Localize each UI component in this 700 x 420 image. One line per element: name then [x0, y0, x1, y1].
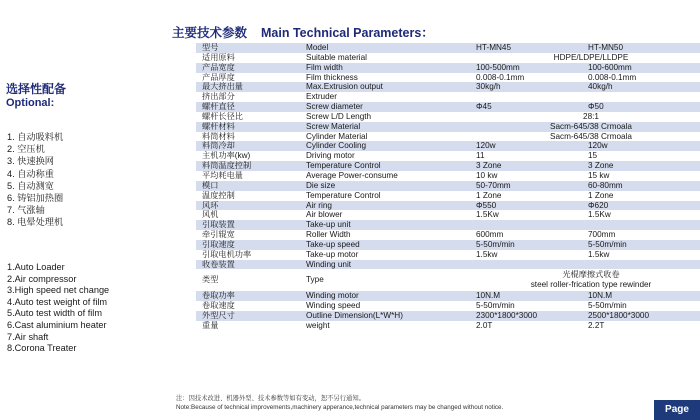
optional-cn-item: 2. 空压机 — [7, 144, 45, 155]
spec-label-en: Take-up speed — [304, 240, 474, 250]
spec-row — [196, 250, 700, 260]
spec-value-shared: 28:1 — [583, 111, 599, 121]
spec-value-mn45: 1.5kw — [476, 249, 498, 259]
spec-row — [196, 132, 700, 142]
spec-value-shared: Sacm-645/38 Crmoala — [474, 122, 700, 132]
spec-label-en: Screw Material — [304, 122, 474, 132]
spec-label-cn: 料筒材料 — [202, 131, 235, 141]
spec-value-shared: HDPE/LDPE/LLDPE — [553, 52, 629, 62]
spec-row — [196, 151, 700, 161]
spec-label-en: Suitable material — [306, 52, 367, 62]
spec-value-mn50: 15 kw — [588, 170, 610, 180]
spec-value-mn50: 10N.M — [586, 291, 700, 301]
optional-cn-item: 4. 自动称重 — [7, 168, 54, 179]
optional-list-en — [7, 262, 109, 355]
spec-label-en: Screw L/D Length — [306, 111, 372, 121]
spec-label-cn: 适用原料 — [202, 52, 235, 62]
spec-value-mn50: 700mm — [588, 230, 616, 240]
spec-label-en: Winding motor — [304, 291, 474, 301]
spec-value-mn45: 10 kw — [476, 170, 498, 180]
spec-value-mn45: Φ550 — [474, 201, 586, 211]
spec-label-en: Film thickness — [306, 72, 358, 82]
spec-row — [196, 240, 700, 250]
spec-label-cn: 风机 — [202, 210, 219, 220]
spec-value-mn45: 1 Zone — [476, 190, 502, 200]
optional-cn-item: 1. 自动吸料机 — [7, 132, 64, 142]
section-heading — [172, 23, 448, 41]
spec-value-shared: Sacm-645/38 Crmoala — [550, 131, 632, 141]
spec-row — [196, 269, 700, 291]
spec-value-mn50: 5-50m/min — [586, 240, 700, 250]
spec-label-en: Die size — [304, 181, 474, 191]
spec-row — [196, 230, 700, 240]
spec-label-en: Winding unit — [304, 260, 474, 270]
optional-title — [6, 82, 66, 110]
spec-label-en: Outline Dimension(L*W*H) — [304, 311, 474, 321]
spec-label-en: Model — [304, 43, 474, 53]
spec-value-mn50: 100-600mm — [586, 63, 700, 73]
spec-value-mn45 — [474, 92, 586, 102]
spec-label-en: Screw diameter — [304, 102, 474, 112]
spec-label-en: Film width — [304, 63, 474, 73]
spec-value-shared-en: steel roller-frication type rewinder — [530, 280, 652, 290]
spec-value-mn50: 5-50m/min — [588, 301, 627, 311]
spec-label-en: Winding speed — [306, 301, 361, 311]
spec-label-cn: 模口 — [196, 181, 304, 191]
optional-cn-item: 7. 气涨轴 — [7, 205, 45, 216]
spec-label-cn: 螺杆材料 — [196, 122, 304, 132]
spec-row — [196, 161, 700, 171]
spec-label-cn: 引取装置 — [196, 220, 304, 230]
spec-row — [196, 122, 700, 132]
optional-en-item: 1.Auto Loader — [7, 262, 65, 272]
spec-value-mn50: 40kg/h — [586, 82, 700, 92]
spec-label-en: Air ring — [304, 201, 474, 211]
heading-cn: 主要技术参数 — [172, 26, 248, 40]
spec-row — [196, 291, 700, 301]
optional-en-item: 4.Auto test weight of film — [7, 296, 108, 307]
spec-label-cn: 引取速度 — [196, 240, 304, 250]
optional-en-item: 5.Auto test width of film — [7, 308, 102, 319]
spec-value-mn45: 3 Zone — [474, 161, 586, 171]
spec-label-en: Average Power-consume — [306, 170, 398, 180]
spec-value-mn45: 2300*1800*3000 — [474, 311, 586, 321]
spec-label-cn: 平均耗电量 — [202, 170, 243, 180]
footnote — [176, 395, 503, 412]
footnote-en: Note:Because of technical improvements,machinery apperance,technical parameters may be changed without notice. — [176, 403, 504, 411]
spec-label-en: Take-up motor — [306, 249, 359, 259]
spec-row — [196, 301, 700, 311]
spec-value-mn45: 120w — [474, 141, 586, 151]
spec-row — [196, 102, 700, 112]
spec-row — [196, 260, 700, 270]
spec-value-mn45: 600mm — [476, 230, 504, 240]
spec-value-mn45: 5-50m/min — [476, 301, 515, 311]
spec-label-cn: 螺杆长径比 — [202, 111, 243, 121]
spec-row — [196, 311, 700, 321]
optional-cn-item: 3. 快速换网 — [7, 156, 54, 167]
spec-value-mn50: 1.5kw — [588, 249, 610, 259]
spec-label-cn: 引取电机功率 — [202, 249, 252, 259]
spec-value-mn50 — [586, 92, 700, 102]
spec-value-mn50: HT-MN50 — [586, 43, 700, 53]
spec-value-mn50: 15 — [588, 151, 598, 161]
spec-label-en: Max.Extrusion output — [304, 82, 474, 92]
spec-value-mn45: HT-MN45 — [474, 43, 586, 53]
spec-table — [196, 43, 700, 331]
spec-value-mn45: 0.008-0.1mm — [476, 72, 525, 82]
spec-value-mn50: 60-80mm — [586, 181, 700, 191]
optional-en-item: 8.Corona Treater — [7, 343, 77, 354]
optional-cn-item: 8. 电晕处理机 — [7, 217, 64, 228]
spec-value-mn45: 50-70mm — [474, 181, 586, 191]
spec-value-mn50: 3 Zone — [586, 161, 700, 171]
spec-row — [196, 63, 700, 73]
spec-label-cn: 重量 — [202, 320, 219, 330]
spec-table-container — [196, 43, 700, 331]
spec-value-mn45: 11 — [476, 151, 485, 161]
spec-label-cn: 风环 — [196, 201, 304, 211]
optional-en-item: 2.Air compressor — [7, 273, 77, 284]
spec-label-cn: 牵引辊宽 — [202, 230, 235, 240]
spec-label-cn: 卷取速度 — [202, 301, 235, 311]
spec-row — [196, 82, 700, 92]
spec-row — [196, 53, 700, 63]
spec-label-cn: 最大挤出量 — [196, 82, 304, 92]
spec-label-en: Type — [306, 275, 324, 285]
spec-label-cn: 主机功率(kw) — [202, 151, 251, 161]
spec-label-cn: 料筒冷却 — [196, 141, 304, 151]
spec-value-mn45: Φ45 — [474, 102, 586, 112]
spec-value-mn45: 5-50m/min — [474, 240, 586, 250]
spec-value-mn50 — [586, 220, 700, 230]
spec-row — [196, 201, 700, 211]
spec-label-en: Take-up unit — [304, 220, 474, 230]
spec-row — [196, 141, 700, 151]
spec-label-en: Temperature Control — [306, 190, 381, 200]
spec-label-en: Cylinder Cooling — [304, 141, 474, 151]
spec-label-cn: 挤出部分 — [202, 92, 235, 102]
spec-row — [196, 210, 700, 220]
optional-cn-item: 6. 铸铝加热圈 — [7, 193, 64, 204]
spec-label-cn: 料筒温度控制 — [196, 161, 304, 171]
spec-label-en: Extruder — [306, 92, 337, 102]
optional-cn-item: 5. 自动测宽 — [7, 180, 54, 191]
spec-value-mn45: 2.0T — [476, 320, 493, 330]
spec-label-cn: 产品宽度 — [196, 63, 304, 73]
optional-title-cn: 选择性配备 — [6, 82, 67, 96]
spec-label-cn: 卷取功率 — [196, 291, 304, 301]
spec-label-en: Air blower — [306, 210, 343, 220]
spec-value-mn50: Φ50 — [586, 102, 700, 112]
spec-label-en: Temperature Control — [304, 161, 474, 171]
spec-row — [196, 112, 700, 122]
spec-value-mn50 — [586, 260, 700, 270]
heading-en: Main Technical Parameters： — [261, 26, 434, 40]
spec-label-cn: 外型尺寸 — [196, 311, 304, 321]
spec-label-cn: 类型 — [202, 275, 219, 285]
spec-value-shared-cn: 光棍摩擦式收卷 — [562, 270, 620, 280]
spec-value-mn45: 30kg/h — [474, 82, 586, 92]
optional-en-item: 3.High speed net change — [7, 285, 110, 296]
spec-label-cn: 产品厚度 — [202, 72, 235, 82]
spec-value-mn50: 1.5Kw — [588, 210, 611, 220]
spec-row — [196, 92, 700, 102]
footnote-cn: 注：因技术改进、机器外型、技术参数等如有变动，恕不另行通知。 — [176, 395, 365, 402]
spec-label-cn: 温度控制 — [202, 190, 235, 200]
spec-value-mn50: 120w — [586, 141, 700, 151]
page-tab[interactable]: Page — [654, 400, 700, 420]
optional-en-item: 6.Cast aluminium heater — [7, 319, 107, 330]
spec-value-mn50: 2.2T — [588, 320, 605, 330]
spec-label-cn: 螺杆直径 — [196, 102, 304, 112]
optional-list-cn — [7, 131, 63, 229]
spec-row — [196, 73, 700, 83]
spec-value-mn45: 10N.M — [474, 291, 586, 301]
spec-value-mn45 — [474, 220, 586, 230]
spec-value-mn50: 2500*1800*3000 — [586, 311, 700, 321]
optional-title-en: Optional: — [6, 97, 55, 109]
spec-value-mn45 — [474, 260, 586, 270]
spec-row — [196, 181, 700, 191]
spec-value-mn50: Φ620 — [586, 201, 700, 211]
spec-value-mn50: 0.008-0.1mm — [588, 72, 637, 82]
spec-label-en: Roller Width — [306, 230, 351, 240]
spec-label-en: Cylinder Material — [306, 131, 368, 141]
spec-row — [196, 321, 700, 331]
spec-label-en: weight — [306, 320, 330, 330]
spec-row — [196, 43, 700, 53]
spec-row — [196, 220, 700, 230]
optional-en-item: 7.Air shaft — [7, 331, 49, 342]
spec-value-shared — [474, 269, 700, 291]
spec-value-mn45: 1.5Kw — [476, 210, 499, 220]
spec-label-en: Driving motor — [306, 151, 355, 161]
spec-label-cn: 收卷装置 — [196, 260, 304, 270]
spec-label-cn: 型号 — [196, 43, 304, 53]
spec-row — [196, 171, 700, 181]
spec-value-mn45: 100-500mm — [474, 63, 586, 73]
spec-row — [196, 191, 700, 201]
spec-value-mn50: 1 Zone — [588, 190, 614, 200]
